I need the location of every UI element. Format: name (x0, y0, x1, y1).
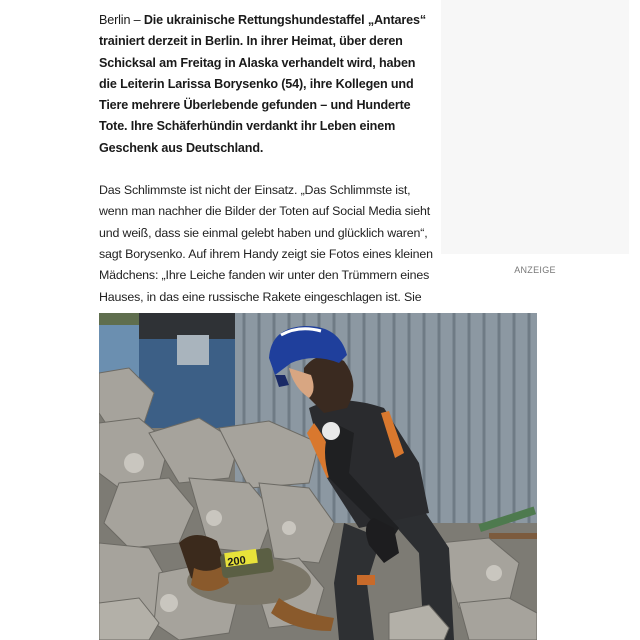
article-paragraph: Das Schlimmste ist nicht der Einsatz. „Das Schlimmste ist, wenn man nachher die Bilder der Toten auf Social Media sieht und weiß, dass sie einmal gelebt haben und glücklich waren“, sagt Borysenko. Auf ihrem Handy zeigt sie Fotos eines kleinen Mädchens: „Ihre Leiche fanden wir unter den Trümmern eines Hauses, in das eine russische Rakete eingeschlagen ist. Sie (99, 183, 433, 304)
intro-location: Berlin – (99, 13, 144, 27)
ad-label: ANZEIGE (514, 265, 556, 275)
article-intro (99, 10, 435, 159)
intro-lead-text: Die ukrainische Rettungshundestaffel „Antares“ trainiert derzeit in Berlin. In ihrer Heimat, über deren Schicksal am Freitag in Alaska verhandelt wird, haben die Leiterin Larissa Borysenko (54), ihre Kollegen und Tiere mehrere Überlebende gefunden – und Hunderte Tote. Ihre Schäferhündin verdankt ihr Leben einem Geschenk aus Deutschland. (99, 13, 426, 155)
ad-placeholder[interactable] (441, 0, 629, 254)
article-photo (99, 313, 537, 640)
article-content (99, 10, 435, 350)
vest-number: 200 (226, 554, 247, 569)
rescue-dog-training-photo (99, 313, 537, 640)
